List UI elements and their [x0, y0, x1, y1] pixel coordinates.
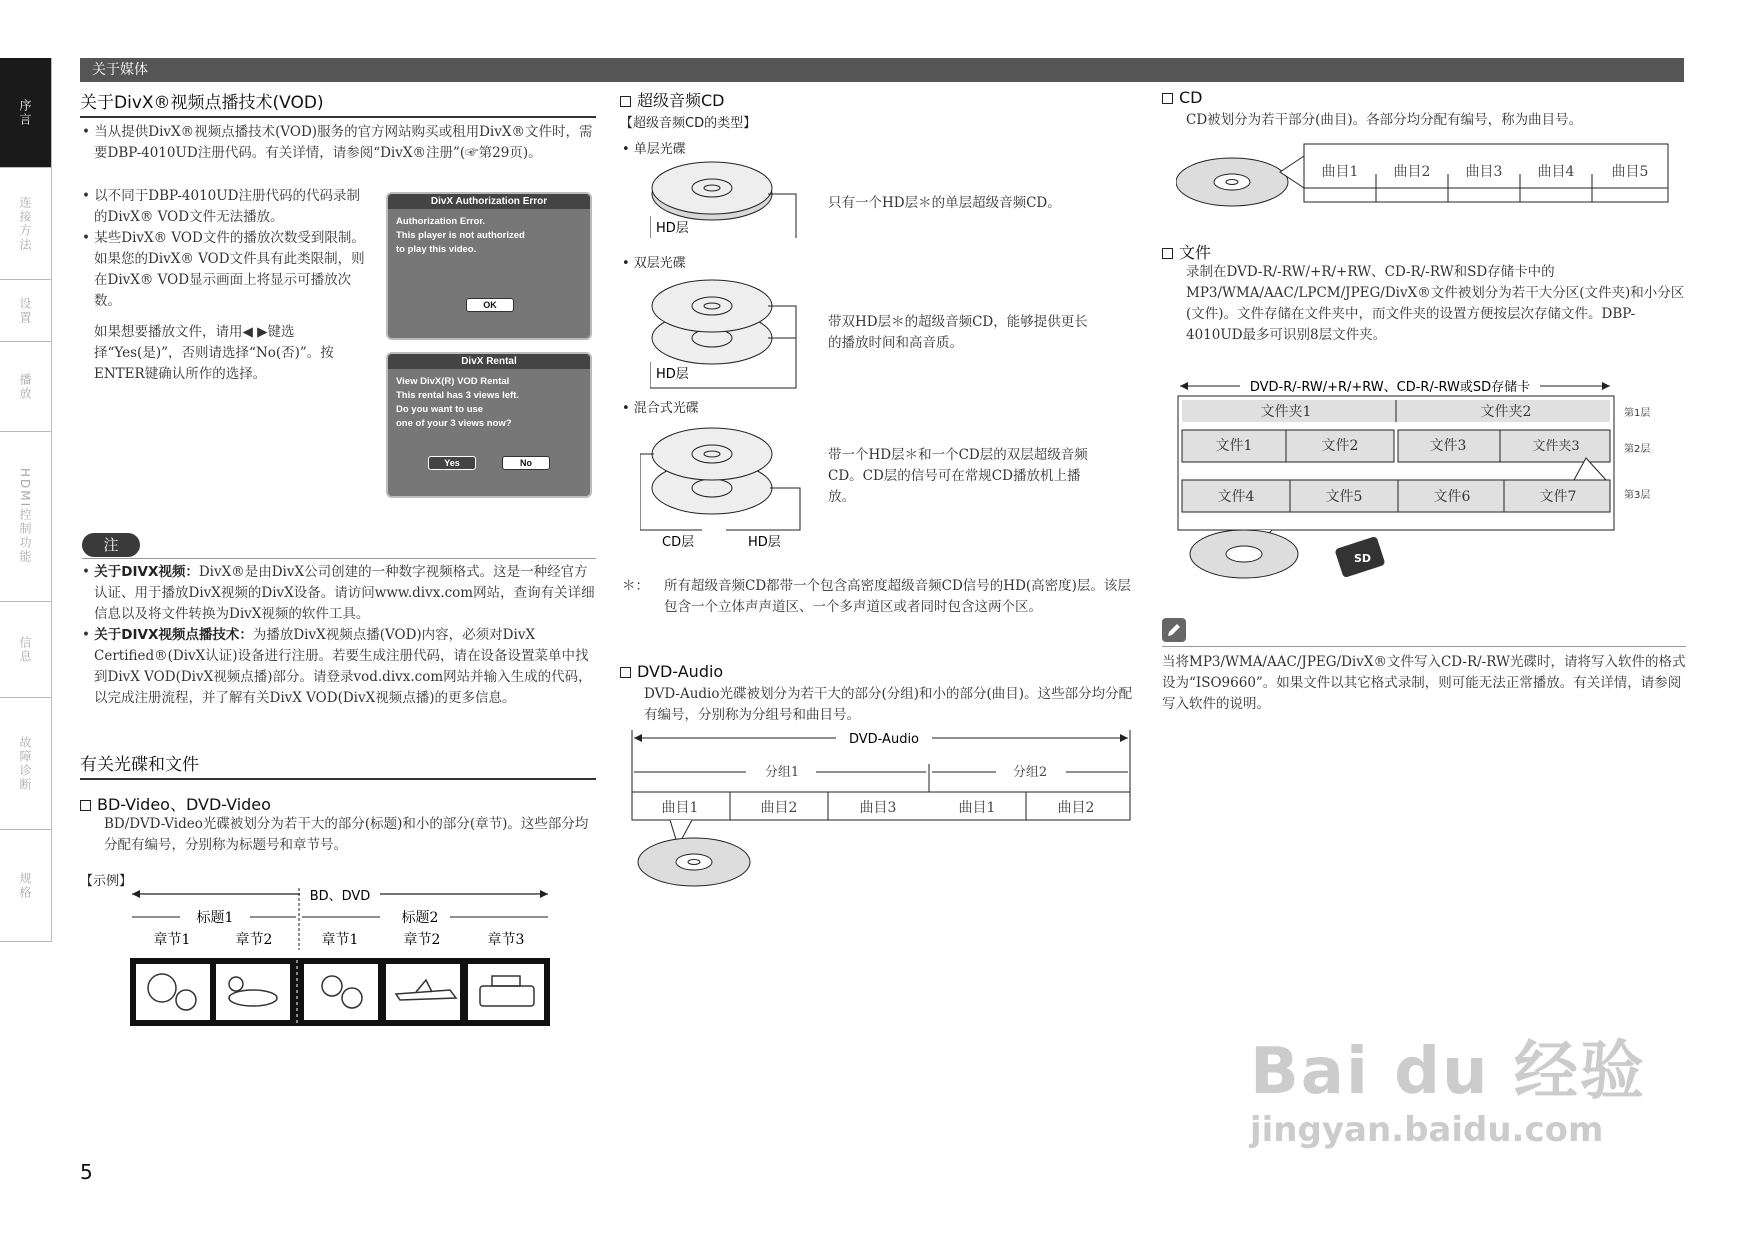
dvda-track: 曲目3	[859, 800, 897, 816]
files-subtitle: 文件	[1162, 240, 1211, 263]
divx-title: 关于DivX®视频点播技术(VOD)	[80, 88, 596, 118]
yes-button[interactable]: Yes	[428, 456, 476, 470]
watermark-url: jingyan.baidu.com	[1250, 1110, 1604, 1150]
dvda-subtitle: DVD-Audio	[620, 662, 723, 681]
side-tab-preface[interactable]: 序言	[0, 58, 52, 168]
footnote-mark: ＊：	[622, 578, 649, 594]
sacd-single-label: • 单层光碟	[622, 142, 686, 157]
cd-track: 曲目5	[1611, 164, 1649, 180]
sacd-dual-label: • 双层光碟	[622, 256, 686, 271]
files-structure-diagram	[1176, 372, 1692, 588]
side-tab-specs[interactable]: 规格	[0, 830, 52, 942]
file-label: 文件3	[1429, 438, 1467, 454]
side-tab-setup[interactable]: 设置	[0, 280, 52, 342]
sacd-hybrid-label: • 混合式光碟	[622, 401, 699, 416]
dialog-title: DivX Authorization Error	[388, 194, 590, 209]
bd-chapter: 章节3	[487, 932, 525, 948]
level-label: 第2层	[1624, 444, 1651, 455]
dvda-group: 分组2	[1012, 765, 1048, 780]
bd-chapter: 章节1	[153, 932, 191, 948]
divx-auth-error-dialog	[386, 192, 592, 340]
bd-subtitle: BD-Video、DVD-Video	[80, 792, 271, 815]
dialog-message: Authorization Error. This player is not authorized to play this video.	[396, 216, 525, 255]
dvda-track: 曲目1	[661, 800, 699, 816]
file-label: 文件4	[1217, 489, 1255, 505]
section-header-bar: 关于媒体	[80, 58, 1684, 82]
note-divider	[82, 558, 596, 559]
side-tab-connections[interactable]: 连接方法	[0, 168, 52, 280]
folder-label: 文件夹2	[1480, 404, 1532, 420]
dvda-top-label: DVD-Audio	[848, 732, 920, 747]
ok-button[interactable]: OK	[466, 298, 514, 312]
bd-chapter: 章节1	[321, 932, 359, 948]
side-tab-info[interactable]: 信息	[0, 602, 52, 698]
cd-track: 曲目4	[1537, 164, 1575, 180]
no-button[interactable]: No	[502, 456, 550, 470]
side-tab-troubleshoot[interactable]: 故障诊断	[0, 698, 52, 830]
folder-label: 文件夹1	[1260, 404, 1312, 420]
example-label: 【示例】	[80, 874, 133, 889]
cd-structure-diagram	[1176, 140, 1676, 212]
bd-chapter: 章节2	[235, 932, 273, 948]
cd-text: CD被划分为若干部分(曲目)。各部分均分配有编号，称为曲目号。	[1186, 112, 1583, 128]
hd-layer-label: HD层	[656, 221, 689, 236]
cd-track: 曲目2	[1393, 164, 1431, 180]
side-tab-playback[interactable]: 播放	[0, 342, 52, 432]
dialog-title: DivX Rental	[388, 354, 590, 369]
bd-title-1: 标题1	[196, 910, 234, 926]
pencil-icon	[1162, 618, 1186, 642]
file-label: 文件1	[1215, 438, 1253, 454]
file-label: 文件5	[1325, 489, 1363, 505]
note-item-2: • 关于DIVX视频点播技术：为播放DivX视频点播(VOD)内容，必须对DivX Certified®(DivX认证)设备进行注册。若要生成注册代码，请在设备设置菜单中找到DivX VOD(DivX视频点播)部分。请登录vod.divx.com网站并输入生成的代码，以完成注册流程，并了解有关DivX VOD(DivX视频点播)的更多信息。	[82, 627, 592, 706]
sacd-hybrid-desc: 带一个HD层＊和一个CD层的双层超级音频CD。CD层的信号可在常规CD播放机上播放。	[828, 447, 1088, 505]
single-layer-disc-diagram	[650, 158, 800, 238]
watermark-brand: Bai du 经验	[1250, 1035, 1646, 1109]
divx-para-3: • 某些DivX® VOD文件的播放次数受到限制。如果您的DivX® VOD文件具有此类限制，则在DivX® VOD显示画面上将显示可播放次数。	[82, 230, 365, 309]
sacd-types: 【超级音频CD的类型】	[620, 116, 757, 131]
dvda-text: DVD-Audio光碟被划分为若干大的部分(分组)和小的部分(曲目)。这些部分均分配有编号，分别称为分组号和曲目号。	[644, 686, 1133, 723]
side-tab-hdmi[interactable]: HDMI控制功能	[0, 432, 52, 602]
bd-title-2: 标题2	[401, 910, 439, 926]
tip-divider	[1162, 646, 1686, 647]
file-label: 文件2	[1321, 438, 1359, 454]
files-text: 录制在DVD-R/-RW/+R/+RW、CD-R/-RW和SD存储卡中的MP3/WMA/AAC/LPCM/JPEG/DivX®文件被划分为若干大分区(文件夹)和小分区(文件)。文件存储在文件夹中，而文件夹的设置方便按层次存储文件。DBP-4010UD最多可识别8层文件夹。	[1186, 264, 1685, 343]
hd-layer-label: HD层	[656, 367, 689, 382]
note-label: 注	[82, 533, 140, 557]
tip-text: 当将MP3/WMA/AAC/JPEG/DivX®文件写入CD-R/-RW光碟时，请将写入软件的格式设为“ISO9660”。如果文件以其它格式录制，则可能无法正常播放。有关详情，请参阅写入软件的说明。	[1162, 654, 1686, 712]
cd-subtitle: CD	[1162, 88, 1203, 107]
dvda-structure-diagram	[630, 728, 1140, 890]
dvda-group: 分组1	[764, 765, 800, 780]
dialog-message: View DivX(R) VOD Rental This rental has 3 views left. Do you want to use one of your 3 views now?	[396, 376, 520, 429]
divx-para-2: • 以不同于DBP-4010UD注册代码的代码录制的DivX® VOD文件无法播放。	[82, 188, 360, 225]
discs-title: 有关光碟和文件	[80, 750, 596, 780]
dvda-track: 曲目2	[1057, 800, 1095, 816]
files-top-label: DVD-R/-RW/+R/+RW、CD-R/-RW或SD存储卡	[1249, 380, 1531, 395]
note-item-1: • 关于DIVX视频：DivX®是由DivX公司创建的一种数字视频格式。这是一种经官方认证、用于播放DivX视频的DivX设备。请访问www.divx.com网站，查询有关详细信息以及将文件转换为DivX视频的软件工具。	[82, 564, 595, 622]
sd-card-label: SD	[1354, 552, 1372, 565]
bd-top-label: BD、DVD	[309, 889, 371, 904]
dvda-track: 曲目2	[760, 800, 798, 816]
file-label: 文件6	[1433, 489, 1471, 505]
page-number: 5	[80, 1160, 93, 1184]
bd-text: BD/DVD-Video光碟被划分为若干大的部分(标题)和小的部分(章节)。这些部分均分配有编号，分别称为标题号和章节号。	[104, 816, 589, 853]
bd-structure-diagram	[120, 880, 560, 1030]
file-label: 文件7	[1539, 489, 1577, 505]
bd-chapter: 章节2	[403, 932, 441, 948]
divx-para-4: 如果想要播放文件，请用◀ ▶键选择“Yes(是)”，否则请选择“No(否)”。按ENTER键确认所作的选择。	[94, 324, 334, 382]
dvda-track: 曲目1	[958, 800, 996, 816]
sacd-footnote: 所有超级音频CD都带一个包含高密度超级音频CD信号的HD(高密度)层。该层包含一个立体声声道区、一个多声道区或者同时包含这两个区。	[664, 578, 1131, 615]
folder-label: 文件夹3	[1532, 439, 1580, 454]
level-label: 第3层	[1624, 490, 1651, 501]
cd-track: 曲目3	[1465, 164, 1503, 180]
cd-track: 曲目1	[1321, 164, 1359, 180]
level-label: 第1层	[1624, 408, 1651, 419]
cd-layer-label: CD层	[662, 535, 695, 550]
sacd-dual-desc: 带双HD层＊的超级音频CD，能够提供更长的播放时间和高音质。	[828, 314, 1088, 351]
hd-layer-label: HD层	[748, 535, 781, 550]
side-tabs	[0, 58, 52, 942]
hybrid-disc-diagram	[640, 420, 810, 552]
sacd-single-desc: 只有一个HD层＊的单层超级音频CD。	[828, 195, 1061, 211]
dual-layer-disc-diagram	[650, 272, 800, 390]
divx-rental-dialog	[386, 352, 592, 498]
divx-para-1: • 当从提供DivX®视频点播技术(VOD)服务的官方网站购买或租用DivX®文件时，需要DBP-4010UD注册代码。有关详情，请参阅“DivX®注册”(☞第29页)。	[82, 124, 593, 161]
sacd-subtitle: 超级音频CD	[620, 88, 725, 111]
